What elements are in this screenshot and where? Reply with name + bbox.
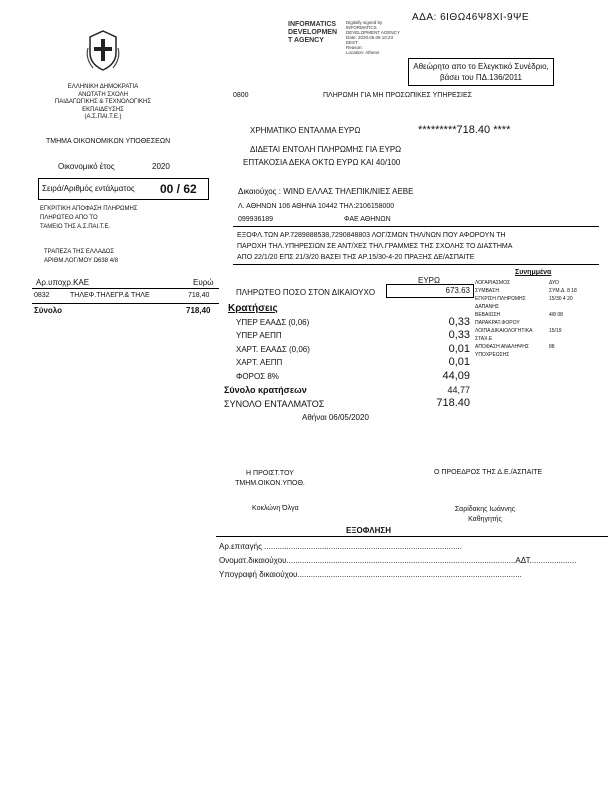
payment-description [237, 230, 512, 263]
signature-right-title: Ο ΠΡΟΕΔΡΟΣ ΤΗΣ Δ.Ε./ΑΣΠΑΙΤΕ [434, 469, 543, 476]
approval-line: ΕΓΚΡΙΤΙΚΗ ΑΠΟΦΑΣΗ ΠΛΗΡΩΜΗΣ [40, 206, 138, 212]
agency-header [288, 21, 337, 45]
audit-stamp-text [410, 61, 552, 83]
kae-name: ΤΗΛΕΦ.ΤΗΛΕΓΡ.& ΤΗΛΕ [70, 292, 150, 299]
ada-code: ΑΔΑ: 6ΙΘΩ46Ψ8ΧΙ-9ΨΕ [412, 12, 530, 23]
series-number: 00 / 62 [160, 182, 197, 196]
net-amount: 673.63 [445, 286, 470, 295]
audit-stamp-line: Αθεώρητο απο το Ελεγκτικό Συνέδριο, [413, 62, 549, 71]
kae-header-left: Αρ.υποχρ.ΚΑΕ [36, 278, 90, 287]
greek-emblem-icon [85, 28, 121, 74]
department: ΤΜΗΜΑ ΟΙΚΟΝΟΜΙΚΩΝ ΥΠΟΘΕΣΕΩΝ [46, 138, 171, 145]
receipt-title: ΕΞΟΦΛΗΣΗ [346, 526, 391, 535]
deduction-amount: 0,01 [448, 343, 470, 355]
receipt-rule [216, 536, 608, 537]
receipt-beneficiary-line: Ονοματ.δικαιούχου.......................................................................................................ΑΔΤ..................... [219, 556, 577, 565]
beneficiary-vat: 099936189 [238, 216, 274, 223]
deduction-label: ΦΟΡΟΣ 8% [236, 372, 279, 381]
issue-date: Αθήναι 06/05/2020 [302, 413, 369, 422]
attached-label: ΑΠΟΦΑΣΗ ΑΝΑΛΗΨΗΣ [475, 344, 529, 350]
attached-label: ΛΟΙΠΑ ΔΙΚΑΙΟΛΟΓΗΤΙΚΑ [475, 328, 533, 334]
signature-title-line: Η ΠΡΟΙΣΤ.ΤΟΥ [246, 470, 294, 477]
signature-note-line: Date: 2020.05.06 10:23 [346, 35, 394, 40]
attached-value: ΔΥΟ [549, 280, 559, 286]
series-label: Σειρά/Αριθμός εντάλματος [42, 184, 135, 193]
amount-in-words: ΕΠΤΑΚΟΣΙΑ ΔΕΚΑ ΟΚΤΩ ΕΥΡΩ ΚΑΙ 40/100 [243, 158, 401, 167]
deduction-label: ΥΠΕΡ ΑΕΠΠ [236, 331, 282, 340]
signature-note-line: EEST [346, 40, 358, 45]
attached-value: 15/30 4 20 [549, 296, 573, 302]
deductions-title: Κρατήσεις [228, 303, 278, 314]
deduction-amount: 0,33 [448, 329, 470, 341]
attached-label: ΠΑΡΑΚΡΑΤ.ΦΟΡΟΥ [475, 320, 520, 326]
deduction-amount: 44,09 [442, 370, 470, 382]
deduction-label: ΥΠΕΡ ΕΑΑΔΣ (0,06) [236, 318, 310, 327]
approval-line: ΠΛΗΡΩΤΕΟ ΑΠΟ ΤΟ [40, 215, 98, 221]
agency-header-line: DEVELOPMEN [288, 29, 338, 36]
description-top-rule [233, 226, 599, 227]
approval-line: ΤΑΜΕΙΟ ΤΗΣ Α.Σ.ΠΑΙ.Τ.Ε. [40, 224, 111, 230]
signature-name-line: Καθηγητής [468, 516, 502, 523]
kae-header-rule [32, 288, 219, 289]
order-amount: *********718.40 **** [418, 124, 511, 136]
attached-label: ΒΕΒΑΙΩΣΗ [475, 312, 501, 318]
description-line: ΑΠΟ 22/1/20 ΕΠΣ 21/3/20 ΒΑΣΕΙ ΤΗΣ ΑΡ.15/30-4-20 ΠΡΑΞΗΣ ΔΕ/ΑΣΠΑΙΤΕ [237, 254, 475, 261]
kae-total-label: Σύνολο [34, 306, 63, 315]
deduction-label: ΧΑΡΤ. ΑΕΠΠ [236, 358, 283, 367]
attached-label: ΣΥΜΒΑΣΗ [475, 288, 499, 294]
attached-item [475, 343, 577, 351]
deduction-amount: 0,33 [448, 316, 470, 328]
signature-title-line: ΤΜΗΜ.ΟΙΚΟΝ.ΥΠΟΘ. [235, 480, 305, 487]
signature-right-name [440, 505, 530, 525]
order-title: ΧΡΗΜΑΤΙΚΟ ΕΝΤΑΛΜΑ ΕΥΡΩ [250, 126, 361, 135]
attached-list [475, 279, 577, 359]
signature-note-line: INFORMATICS [346, 25, 377, 30]
budget-code: 0800 [233, 92, 249, 99]
attached-label: ΔΑΠΑΝΗΣ [475, 304, 499, 310]
deductions-total-amount: 44,77 [447, 385, 470, 395]
kae-amount: 718,40 [188, 292, 210, 299]
signature-note-line: Reason: [346, 45, 363, 50]
attached-item [475, 351, 577, 359]
attached-item [475, 327, 577, 335]
order-instruction: ΔΙΔΕΤΑΙ ΕΝΤΟΛΗ ΠΛΗΡΩΜΗΣ ΓΙΑ ΕΥΡΩ [250, 145, 402, 154]
attached-label: ΛΟΓΑΡΙΑΣΜΟΣ [475, 280, 511, 286]
attached-label: ΥΠΟΧΡΕΩΣΗΣ [475, 352, 510, 358]
bank-line: ΤΡΑΠΕΖΑ ΤΗΣ ΕΛΛΑΔΟΣ [44, 249, 115, 255]
agency-header-line: T AGENCY [288, 37, 324, 44]
order-total-label: ΣΥΝΟΛΟ ΕΝΤΑΛΜΑΤΟΣ [224, 399, 325, 409]
description-line: ΕΞΟΦΛ.ΤΩΝ ΑΡ.7289888538,7290848803 ΛΟΓ/ΣΜΩΝ ΤΗΛ/ΝΩΝ ΠΟΥ ΑΦΟΡΟΥΝ ΤΗ [237, 232, 506, 239]
beneficiary-name: Δικαιούχος : WIND ΕΛΛΑΣ ΤΗΛΕΠΙΚ/ΝΙΕΣ ΑΕΒΕ [238, 187, 414, 196]
order-total-amount: 718.40 [436, 397, 470, 409]
institution-line: ΑΝΩΤΑΤΗ ΣΧΟΛΗ [78, 91, 128, 98]
kae-row-rule [32, 303, 219, 304]
euro-label: ΕΥΡΩ [418, 276, 440, 285]
agency-header-line: INFORMATICS [288, 21, 337, 28]
attached-item [475, 335, 577, 343]
approval-block [40, 205, 138, 232]
bank-block [44, 248, 118, 266]
payment-title: ΠΛΗΡΩΜΗ ΓΙΑ ΜΗ ΠΡΟΣΩΠΙΚΕΣ ΥΠΗΡΕΣΙΕΣ [323, 92, 472, 99]
attached-item [475, 311, 577, 319]
beneficiary-address: Λ. ΑΘΗΝΩΝ 106 ΑΘΗΝΑ 10442 ΤΗΛ:2106158000 [238, 203, 395, 210]
attached-label: ΕΓΚΡΙΣΗ ΠΛΗΡΩΜΗΣ [475, 296, 526, 302]
net-label: ΠΛΗΡΩΤΕΟ ΠΟΣΟ ΣΤΟΝ ΔΙΚΑΙΟΥΧΟ [236, 288, 376, 297]
fiscal-year: 2020 [152, 162, 170, 171]
attached-value: ΣΥΜ.Δ. 8 18 [549, 288, 577, 294]
deduction-label: ΧΑΡΤ. ΕΑΑΔΣ (0,06) [236, 345, 310, 354]
description-bottom-rule [233, 264, 599, 265]
signature-note-line: DEVELOPMENT AGENCY [346, 30, 400, 35]
digital-signature-note [346, 20, 400, 55]
signature-left-name: Κοκλώνη Όλγα [252, 505, 299, 512]
attached-value: 4/8 08 [549, 312, 563, 318]
attached-item [475, 287, 577, 295]
institution-line: (Α.Σ.ΠΑΙ.Τ.Ε.) [84, 114, 122, 120]
receipt-signature-line: Υπογραφή δικαιούχου..................................................................................................... [219, 570, 522, 579]
attached-item [475, 279, 577, 287]
beneficiary-tax-office: ΦΑΕ ΑΘΗΝΩΝ [344, 216, 391, 223]
signature-note-line: Location: Athens [346, 50, 380, 55]
receipt-cheque-line: Αρ.επιταγής ......................................................................................... [219, 542, 462, 551]
institution-block [38, 84, 168, 122]
attached-label: ΣΤΑΧ.Ε [475, 336, 493, 342]
fiscal-year-label: Οικονομικό έτος [58, 162, 115, 171]
institution-line: ΕΛΛΗΝΙΚΗ ΔΗΜΟΚΡΑΤΙΑ [67, 84, 139, 90]
attached-item [475, 295, 577, 303]
attached-value: 15/19 [549, 328, 562, 334]
audit-stamp-line: βάσει του ΠΔ.136/2011 [440, 73, 522, 82]
attached-title: Συνημμένα [515, 269, 552, 276]
description-line: ΠΑΡΟΧΗ ΤΗΛ.ΥΠΗΡΕΣΙΩΝ ΣΕ ΑΝΤ/ΧΕΣ ΤΗΛ.ΓΡΑΜΜΕΣ ΤΗΣ ΣΧΟΛΗΣ ΤΟ ΔΙΑΣΤΗΜΑ [237, 243, 513, 250]
kae-header-right: Ευρώ [193, 278, 214, 287]
attached-item [475, 303, 577, 311]
signature-left-title [230, 469, 310, 489]
signature-note-line: Digitally signed by [346, 20, 383, 25]
attached-item [475, 319, 577, 327]
institution-line: ΕΚΠΑΙΔΕΥΣΗΣ [82, 106, 124, 113]
deductions-total-label: Σύνολο κρατήσεων [224, 385, 307, 395]
institution-line: ΠΑΙΔΑΓΩΓΙΚΗΣ & ΤΕΧΝΟΛΟΓΙΚΗΣ [54, 99, 152, 105]
signature-name-line: Σαρίδακης Ιωάννης [454, 506, 516, 513]
kae-total-amount: 718,40 [186, 306, 211, 315]
bank-line: ΑΡΙΘΜ.ΛΟΓ/ΜΟΥ Ω638 4/8 [44, 258, 119, 264]
deduction-amount: 0,01 [448, 356, 470, 368]
kae-code: 0832 [34, 292, 50, 299]
attached-value: 88 [549, 344, 555, 350]
